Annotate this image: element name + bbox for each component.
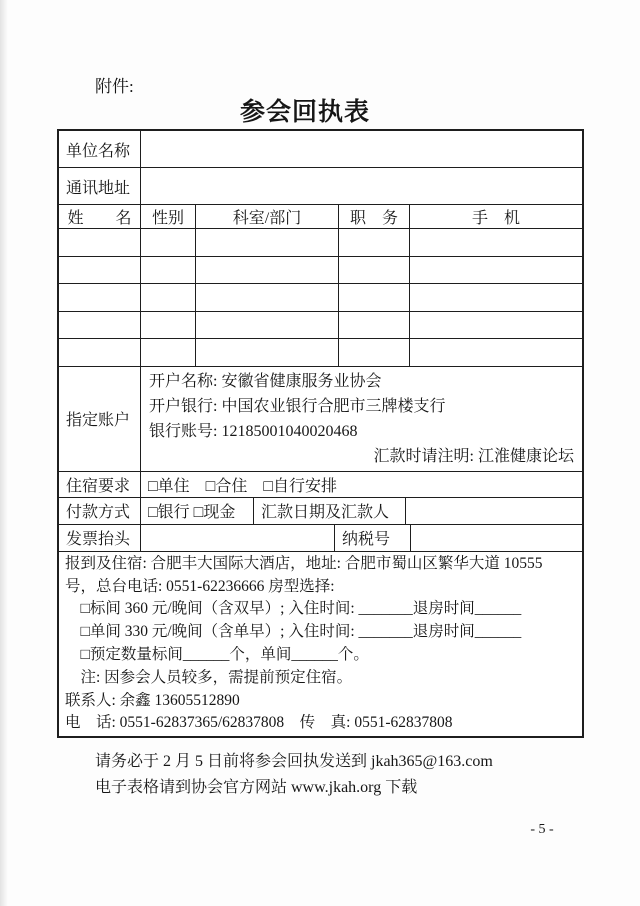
remit-note-line: 汇款时请注明: 江淮健康论坛	[373, 447, 574, 465]
header-position: 职 务	[339, 205, 410, 228]
attendee-name-cell	[59, 284, 141, 311]
footer-website-line: 电子表格请到协会官方网站 www.jkah.org 下载	[95, 779, 418, 796]
attendee-mobile-cell	[410, 339, 582, 366]
hotel-info-row	[59, 552, 582, 736]
lodging-label: 住宿要求	[59, 472, 141, 497]
header-name: 姓 名	[59, 205, 141, 228]
address-value-cell	[141, 168, 582, 204]
account-row	[59, 367, 582, 472]
attendee-mobile-cell	[410, 257, 582, 284]
attendee-name-cell	[59, 257, 141, 284]
payment-label: 付款方式	[59, 498, 141, 524]
attendee-department-cell	[196, 257, 339, 284]
attendee-row	[59, 284, 582, 312]
hotel-info-cell	[59, 552, 582, 736]
remit-date-label: 汇款日期及汇款人	[254, 498, 406, 524]
attendee-gender-cell	[141, 339, 196, 366]
invoice-value-cell	[141, 525, 335, 551]
attendee-row	[59, 257, 582, 285]
payment-options: □银行 □现金	[141, 498, 254, 524]
lodging-row	[59, 472, 582, 498]
room-standard-option: □标间 360 元/晚间（含双早）; 入住时间: _______退房时间______	[65, 600, 522, 618]
page-number: - 5 -	[530, 822, 554, 837]
hotel-phone-line: 号，总台电话: 0551-62236666 房型选择:	[65, 577, 335, 595]
scan-edge-shadow	[0, 0, 8, 906]
attendee-name-cell	[59, 312, 141, 339]
page-title: 参会回执表	[239, 99, 370, 126]
attendee-position-cell	[339, 312, 410, 339]
address-label: 通讯地址	[59, 168, 141, 204]
hotel-address-line: 报到及住宿: 合肥丰大国际大酒店，地址: 合肥市蜀山区繁华大道 10555	[65, 554, 543, 572]
attendee-name-cell	[59, 339, 141, 366]
contact-person-line: 联系人: 余鑫 13605512890	[65, 691, 240, 709]
attendee-gender-cell	[141, 257, 196, 284]
address-row	[59, 168, 582, 205]
attendee-department-cell	[196, 284, 339, 311]
attendee-gender-cell	[141, 229, 196, 256]
invoice-label: 发票抬头	[59, 525, 141, 551]
payment-row	[59, 498, 582, 525]
attendee-position-cell	[339, 229, 410, 256]
reservation-note-line: 注: 因参会人员较多，需提前预定住宿。	[65, 668, 353, 686]
attendee-department-cell	[196, 312, 339, 339]
attendee-header-row	[59, 205, 582, 229]
attendee-mobile-cell	[410, 229, 582, 256]
attendee-position-cell	[339, 257, 410, 284]
footer-email-line: 请务必于 2 月 5 日前将参会回执发送到 jkah365@163.com	[95, 753, 493, 770]
tax-number-label: 纳税号	[335, 525, 411, 551]
attendee-row	[59, 229, 582, 257]
attendee-name-cell	[59, 229, 141, 256]
header-department: 科室/部门	[196, 205, 339, 228]
account-label: 指定账户	[59, 367, 141, 471]
account-holder-line: 开户名称: 安徽省健康服务业协会	[149, 372, 382, 390]
attendee-position-cell	[339, 339, 410, 366]
attendee-gender-cell	[141, 312, 196, 339]
attendee-mobile-cell	[410, 284, 582, 311]
account-number-line: 银行账号: 12185001040020468	[149, 422, 358, 440]
attendee-row	[59, 339, 582, 367]
remit-date-value-cell	[406, 498, 582, 524]
footer-instructions	[95, 749, 493, 801]
attendee-position-cell	[339, 284, 410, 311]
account-detail-cell	[141, 367, 582, 471]
attendee-mobile-cell	[410, 312, 582, 339]
tax-number-value-cell	[411, 525, 582, 551]
attachment-label: 附件:	[95, 77, 134, 96]
header-gender: 性别	[141, 205, 196, 228]
attendee-gender-cell	[141, 284, 196, 311]
lodging-options: □单住 □合住 □自行安排	[148, 477, 337, 495]
unit-name-label: 单位名称	[59, 131, 141, 167]
invoice-row	[59, 525, 582, 552]
account-bank-line: 开户银行: 中国农业银行合肥市三牌楼支行	[149, 397, 446, 415]
unit-name-value-cell	[141, 131, 582, 167]
attendee-row	[59, 312, 582, 340]
phone-fax-line: 电 话: 0551-62837365/62837808 传 真: 0551-62837808	[65, 714, 453, 732]
room-quantity-option: □预定数量标间______个，单间______个。	[65, 645, 369, 663]
unit-name-row	[59, 131, 582, 168]
header-mobile: 手 机	[471, 210, 520, 227]
room-single-option: □单间 330 元/晚间（含单早）; 入住时间: _______退房时间______	[65, 623, 522, 641]
attendee-department-cell	[196, 229, 339, 256]
reply-form-table	[57, 129, 584, 738]
attendee-department-cell	[196, 339, 339, 366]
